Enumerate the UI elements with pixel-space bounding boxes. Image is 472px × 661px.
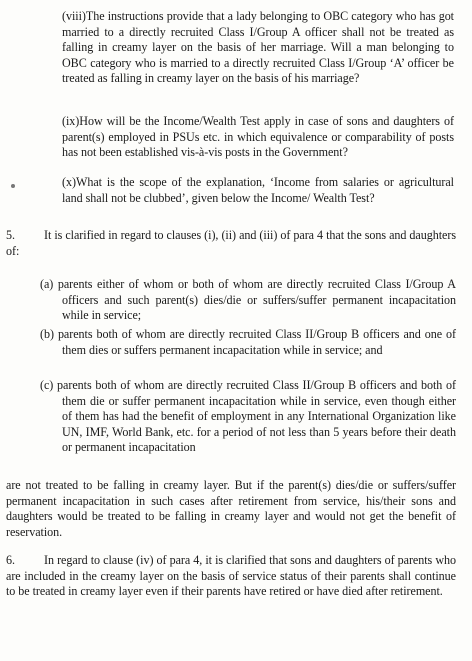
question-x-text: What is the scope of the explanation, ‘Income from salaries or agricultural land shall not be clubbed’, given below the Income/ Wealth Test? [62, 175, 454, 205]
item-c-text: parents both of whom are directly recruited Class II/Group B officers and both of them die or suffer permanent incapacitation while in service, even though either of them has had the benefit of employment in any International Organization like UN, IMF, World Bank, etc. for a period of not less than 5 years before their death or permanent incapacitation [57, 378, 456, 455]
paragraph-6 [6, 553, 456, 600]
scan-speck [11, 184, 15, 188]
question-viii-label: (viii) [62, 9, 86, 23]
question-ix-label: (ix) [62, 114, 80, 128]
paragraph-6-text: In regard to clause (iv) of para 4, it is clarified that sons and daughters of parents who are included in the creamy layer on the basis of service status of their parents shall continue to be treated in creamy layer even if their parents have retired or have died after retirement. [6, 553, 456, 599]
question-ix [62, 114, 454, 161]
paragraph-6-number: 6. [6, 553, 15, 567]
item-a-text: parents either of whom or both of whom are directly recruited Class I/Group A officers and such parent(s) dies/die or suffers/suffer permanent incapacitation while in service; [57, 277, 456, 323]
item-c-label: (c) [40, 378, 54, 392]
paragraph-5-conclusion-text: are not treated to be falling in creamy layer. But if the parent(s) dies/die or suffers/suffer permanent incapacitation in such cases after retirement from service, his/their sons and daughters would be treated to be falling in creamy layer and would not get the benefit of reservation. [6, 478, 456, 539]
question-viii-text: The instructions provide that a lady belonging to OBC category who has got married to a directly recruited Class I/Group A officer shall not be treated as falling in creamy layer on the basis of her marriage. Will a man belonging to OBC category who is married to a directly recruited Class I/Group ‘A’ officer be treated as falling in creamy layer on the basis of his marriage? [62, 9, 454, 86]
paragraph-5-intro-text: It is clarified in regard to clauses (i), (ii) and (iii) of para 4 that the sons and daughters of: [6, 228, 456, 258]
question-ix-text: How will be the Income/Wealth Test apply in case of sons and daughters of parent(s) employed in PSUs etc. in which equivalence or comparability of posts has not been established vis-à-vis posts in the Government? [62, 114, 454, 160]
paragraph-5-item-b [40, 327, 456, 358]
question-viii [62, 9, 454, 87]
paragraph-5-item-c [40, 378, 456, 456]
item-a-label: (a) [40, 277, 54, 291]
item-b-label: (b) [40, 327, 54, 341]
paragraph-5-intro [6, 228, 456, 259]
paragraph-5-item-a [40, 277, 456, 324]
item-b-text: parents both of whom are directly recruited Class II/Group B officers and one of them dies or suffers permanent incapacitation while in service; and [57, 327, 456, 357]
paragraph-5-conclusion [6, 478, 456, 540]
question-x [62, 175, 454, 206]
question-x-label: (x) [62, 175, 76, 189]
paragraph-5-number: 5. [6, 228, 15, 242]
